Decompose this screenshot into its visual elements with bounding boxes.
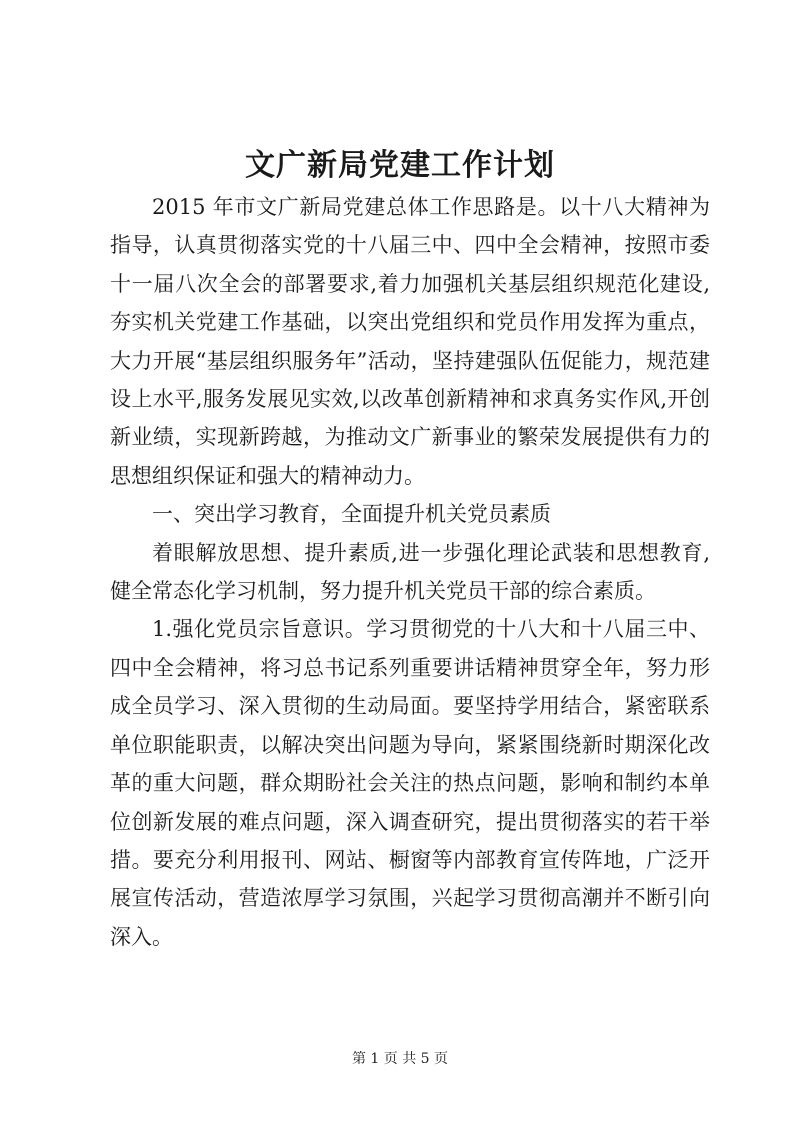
- document-body: [110, 188, 710, 956]
- page-footer: 第 1 页 共 5 页: [351, 1051, 449, 1067]
- paragraph-intro: 2015 年市文广新局党建总体工作思路是。以十八大精神为指导，认真贯彻落实党的十八届三中、四中全会精神，按照市委十一届八次全会的部署要求,着力加强机关基层组织规范化建设,夯实机关党建工作基础，以突出党组织和党员作用发挥为重点，大力开展“基层组织服务年”活动，坚持建强队伍促能力，规范建设上水平,服务发展见实效,以改革创新精神和求真务实作风,开创新业绩，实现新跨越，为推动文广新事业的繁荣发展提供有力的思想组织保证和强大的精神动力。: [110, 195, 710, 488]
- document-title: 文广新局党建工作计划: [245, 148, 555, 183]
- paragraph-item-1: 1.强化党员宗旨意识。学习贯彻党的十八大和十八届三中、四中全会精神，将习总书记系列重要讲话精神贯穿全年，努力形成全员学习、深入贯彻的生动局面。要坚持学用结合，紧密联系单位职能职责，以解决突出问题为导向，紧紧围绕新时期深化改革的重大问题，群众期盼社会关注的热点问题，影响和制约本单位创新发展的难点问题，深入调查研究，提出贯彻落实的若干举措。要充分利用报刊、网站、橱窗等内部教育宣传阵地，广泛开展宣传活动，营造浓厚学习氛围，兴起学习贯彻高潮并不断引向深入。: [110, 617, 710, 949]
- section-heading-1: 一、突出学习教育，全面提升机关党员素质: [152, 502, 551, 527]
- paragraph-section-1-intro: 着眼解放思想、提升素质,进一步强化理论武装和思想教育,健全常态化学习机制，努力提升机关党员干部的综合素质。: [110, 540, 710, 604]
